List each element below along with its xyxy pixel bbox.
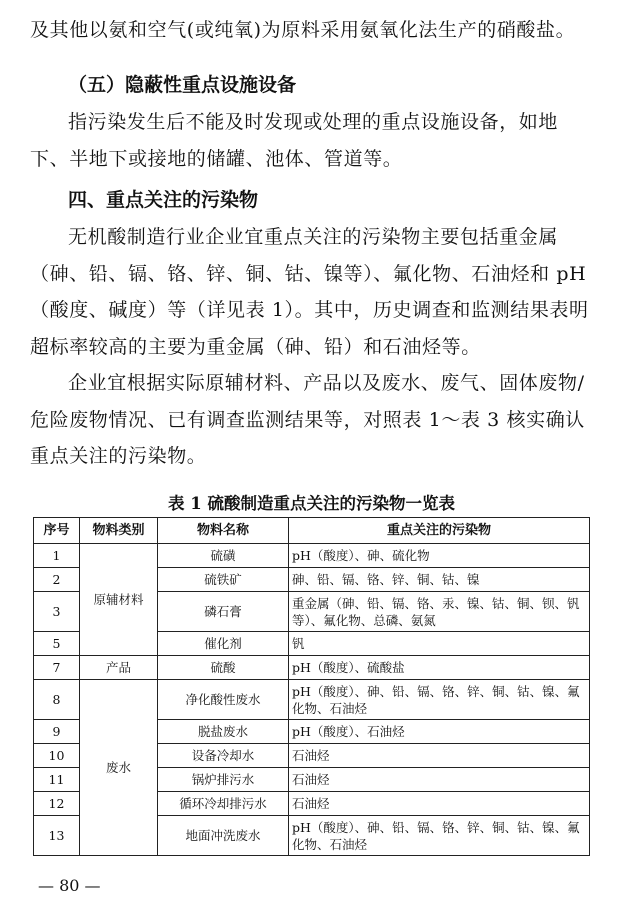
row-no: 13 (34, 816, 80, 856)
row-no: 2 (34, 568, 80, 592)
row-material: 净化酸性废水 (158, 680, 289, 720)
row-no: 11 (34, 768, 80, 792)
header-material: 物料名称 (158, 518, 289, 544)
header-pollutants: 重点关注的污染物 (289, 518, 590, 544)
category-raw-materials: 原辅材料 (80, 544, 158, 656)
row-material: 地面冲洗废水 (158, 816, 289, 856)
header-no: 序号 (34, 518, 80, 544)
table-row (34, 656, 590, 680)
category-wastewater: 废水 (80, 680, 158, 856)
row-pollutants: 砷、铅、镉、铬、锌、铜、钴、镍 (289, 568, 590, 592)
paragraph-verification: 企业宜根据实际原辅材料、产品以及废水、废气、固体废物/危险废物情况、已有调查监测结果等，对照表 1～表 3 核实确认重点关注的污染物。 (30, 372, 585, 467)
row-material: 循环冷却排污水 (158, 792, 289, 816)
table-title: 表 1 硫酸制造重点关注的污染物一览表 (168, 494, 455, 513)
row-no: 1 (34, 544, 80, 568)
paragraph-key-pollutants: 无机酸制造行业企业宜重点关注的污染物主要包括重金属（砷、铅、镉、铬、锌、铜、钴、镍等）、氟化物、石油烃和 pH（酸度、碱度）等（详见表 1）。其中，历史调查和监测结果表明超标率较高的主要为重金属（砷、铅）和石油烃等。 (30, 226, 589, 358)
row-pollutants: 钒 (289, 632, 590, 656)
row-no: 5 (34, 632, 80, 656)
row-pollutants: 石油烃 (289, 744, 590, 768)
row-no: 7 (34, 656, 80, 680)
row-pollutants: pH（酸度）、石油烃 (289, 720, 590, 744)
row-material: 硫酸 (158, 656, 289, 680)
paragraph-nitrate-continuation: 及其他以氨和空气(或纯氧)为原料采用氨氧化法生产的硝酸盐。 (30, 19, 576, 41)
row-material: 锅炉排污水 (158, 768, 289, 792)
row-no: 10 (34, 744, 80, 768)
table-header-row (34, 518, 590, 544)
row-pollutants: 石油烃 (289, 792, 590, 816)
page-number: — 80 — (38, 876, 101, 895)
row-material: 设备冷却水 (158, 744, 289, 768)
row-pollutants: pH（酸度）、砷、铅、镉、铬、锌、铜、钴、镍、氟化物、石油烃 (289, 680, 590, 720)
row-no: 8 (34, 680, 80, 720)
category-product: 产品 (80, 656, 158, 680)
section-heading-hidden-facilities: （五）隐蔽性重点设施设备 (68, 74, 297, 96)
table-row (34, 544, 590, 568)
row-material: 催化剂 (158, 632, 289, 656)
row-pollutants: pH（酸度）、砷、铅、镉、铬、锌、铜、钴、镍、氟化物、石油烃 (289, 816, 590, 856)
row-material: 硫磺 (158, 544, 289, 568)
row-no: 9 (34, 720, 80, 744)
row-no: 12 (34, 792, 80, 816)
table-row (34, 680, 590, 720)
paragraph-hidden-facilities: 指污染发生后不能及时发现或处理的重点设施设备，如地下、半地下或接地的储罐、池体、管道等。 (30, 111, 559, 170)
header-category: 物料类别 (80, 518, 158, 544)
row-material: 脱盐废水 (158, 720, 289, 744)
row-pollutants: 石油烃 (289, 768, 590, 792)
pollutant-table (33, 517, 590, 856)
section-heading-key-pollutants: 四、重点关注的污染物 (68, 189, 259, 211)
row-no: 3 (34, 592, 80, 632)
row-pollutants: pH（酸度）、硫酸盐 (289, 656, 590, 680)
row-pollutants: 重金属（砷、铅、镉、铬、汞、镍、钴、铜、钡、钒等）、氟化物、总磷、氨氮 (289, 592, 590, 632)
row-material: 硫铁矿 (158, 568, 289, 592)
row-material: 磷石膏 (158, 592, 289, 632)
row-pollutants: pH（酸度）、砷、硫化物 (289, 544, 590, 568)
